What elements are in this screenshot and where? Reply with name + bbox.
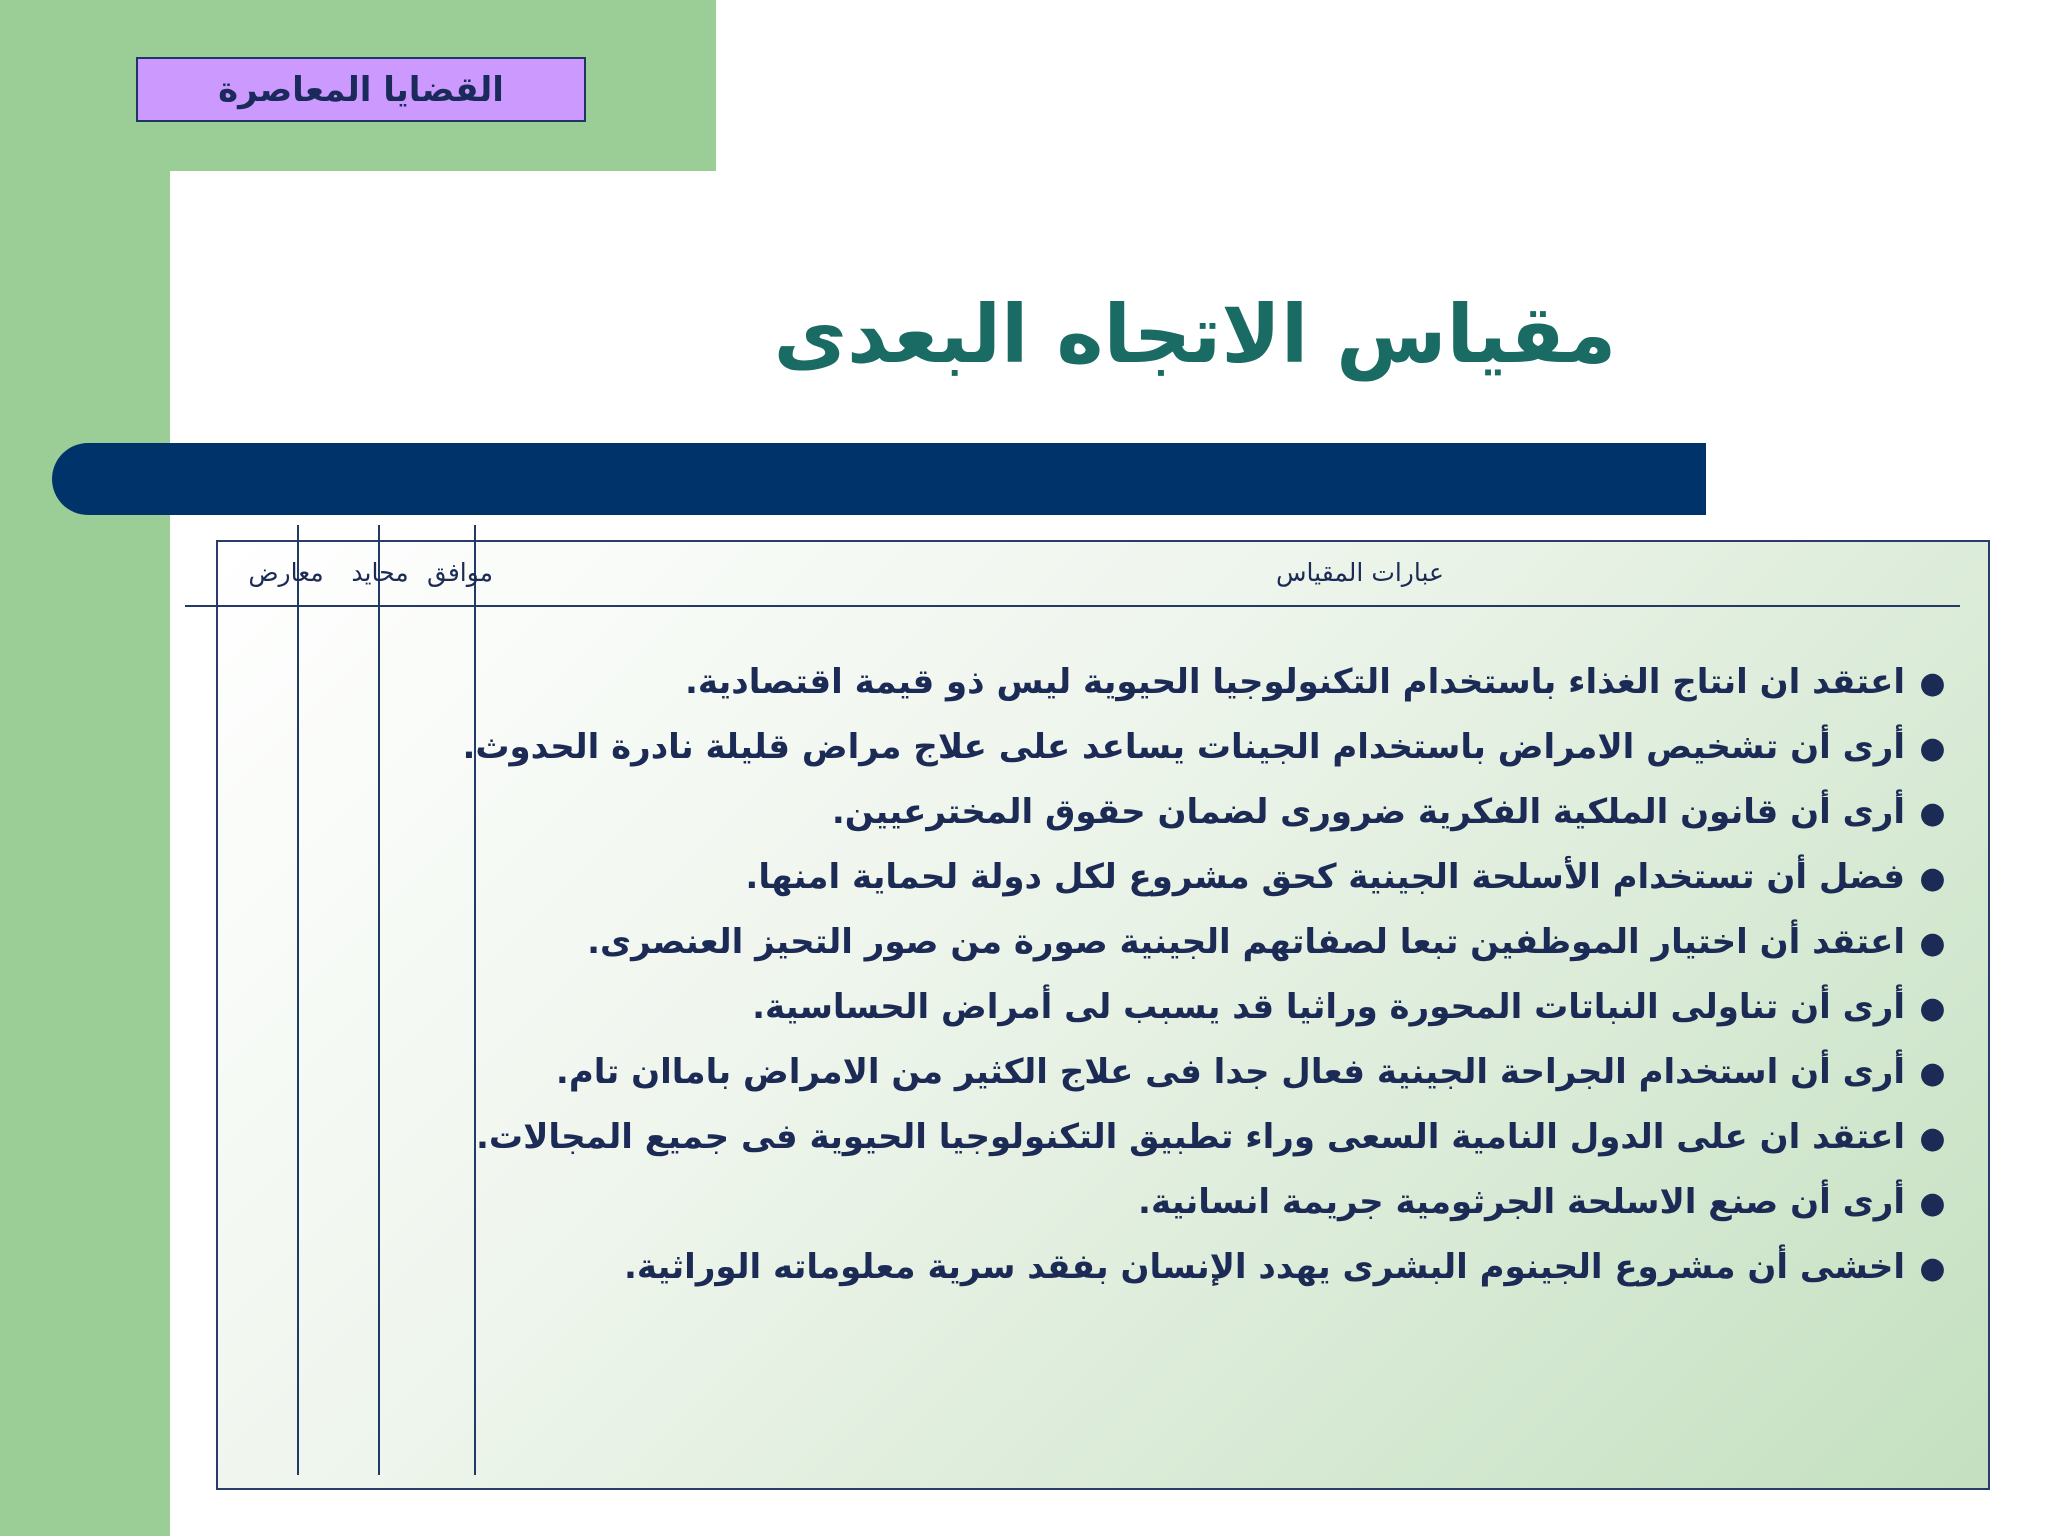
column-divider-agree: [474, 525, 476, 1475]
statement-text: فضل أن تستخدام الأسلحة الجينية كحق مشروع لكل دولة لحماية امنها.: [745, 857, 1905, 897]
statement-item: [520, 1040, 1960, 1105]
bullet-icon: ●: [1919, 926, 1946, 961]
bullet-icon: ●: [1919, 731, 1946, 766]
column-header-statements: عبارات المقياس: [1276, 558, 1444, 587]
statement-text: أرى أن استخدام الجراحة الجينية فعال جدا فى علاج الكثير من الامراض باماان تام.: [555, 1052, 1905, 1092]
bullet-icon: ●: [1919, 666, 1946, 701]
topic-badge-label: القضايا المعاصرة: [218, 69, 504, 110]
header-divider: [185, 605, 1960, 607]
bullet-icon: ●: [1919, 1056, 1946, 1091]
statement-text: اعتقد ان على الدول النامية السعى وراء تطبيق التكنولوجيا الحيوية فى جميع المجالات.: [476, 1117, 1905, 1157]
statement-item: [520, 845, 1960, 910]
bullet-icon: ●: [1919, 861, 1946, 896]
statement-text: اعتقد ان انتاج الغذاء باستخدام التكنولوجيا الحيوية ليس ذو قيمة اقتصادية.: [685, 662, 1905, 702]
statement-text: اخشى أن مشروع الجينوم البشرى يهدد الإنسان بفقد سرية معلوماته الوراثية.: [623, 1247, 1905, 1287]
column-header-agree: موافق: [426, 558, 494, 587]
statement-item: [476, 1105, 1960, 1170]
statement-text: أرى أن صنع الاسلحة الجرثومية جريمة انسانية.: [1138, 1182, 1905, 1222]
bullet-icon: ●: [1919, 796, 1946, 831]
bullet-icon: ●: [1919, 991, 1946, 1026]
title-underline-bar: [52, 443, 1706, 515]
statement-item: [462, 715, 1960, 780]
statement-item: [520, 1170, 1960, 1235]
statement-item: [520, 1235, 1960, 1300]
statement-text: أرى أن قانون الملكية الفكرية ضرورى لضمان حقوق المخترعيين.: [831, 792, 1905, 832]
statement-item: [520, 780, 1960, 845]
column-divider-neutral: [378, 525, 380, 1475]
topic-badge: [136, 57, 586, 122]
bullet-icon: ●: [1919, 1121, 1946, 1156]
bullet-icon: ●: [1919, 1251, 1946, 1286]
statement-item: [520, 910, 1960, 975]
statement-item: [520, 650, 1960, 715]
statement-list: [462, 650, 1960, 1300]
slide-title: مقياس الاتجاه البعدى: [773, 288, 1617, 381]
statement-text: أرى أن تشخيص الامراض باستخدام الجينات يساعد على علاج مراض قليلة نادرة الحدوث.: [462, 727, 1905, 767]
green-frame-left: [0, 0, 170, 1536]
bullet-icon: ●: [1919, 1186, 1946, 1221]
column-divider-oppose: [297, 525, 299, 1475]
statement-item: [520, 975, 1960, 1040]
statement-text: أرى أن تناولى النباتات المحورة وراثيا قد يسبب لى أمراض الحساسية.: [752, 987, 1905, 1027]
column-header-neutral: محايد: [351, 558, 409, 587]
statement-text: اعتقد أن اختيار الموظفين تبعا لصفاتهم الجينية صورة من صور التحيز العنصرى.: [587, 922, 1905, 962]
column-header-oppose: معارض: [248, 558, 324, 587]
